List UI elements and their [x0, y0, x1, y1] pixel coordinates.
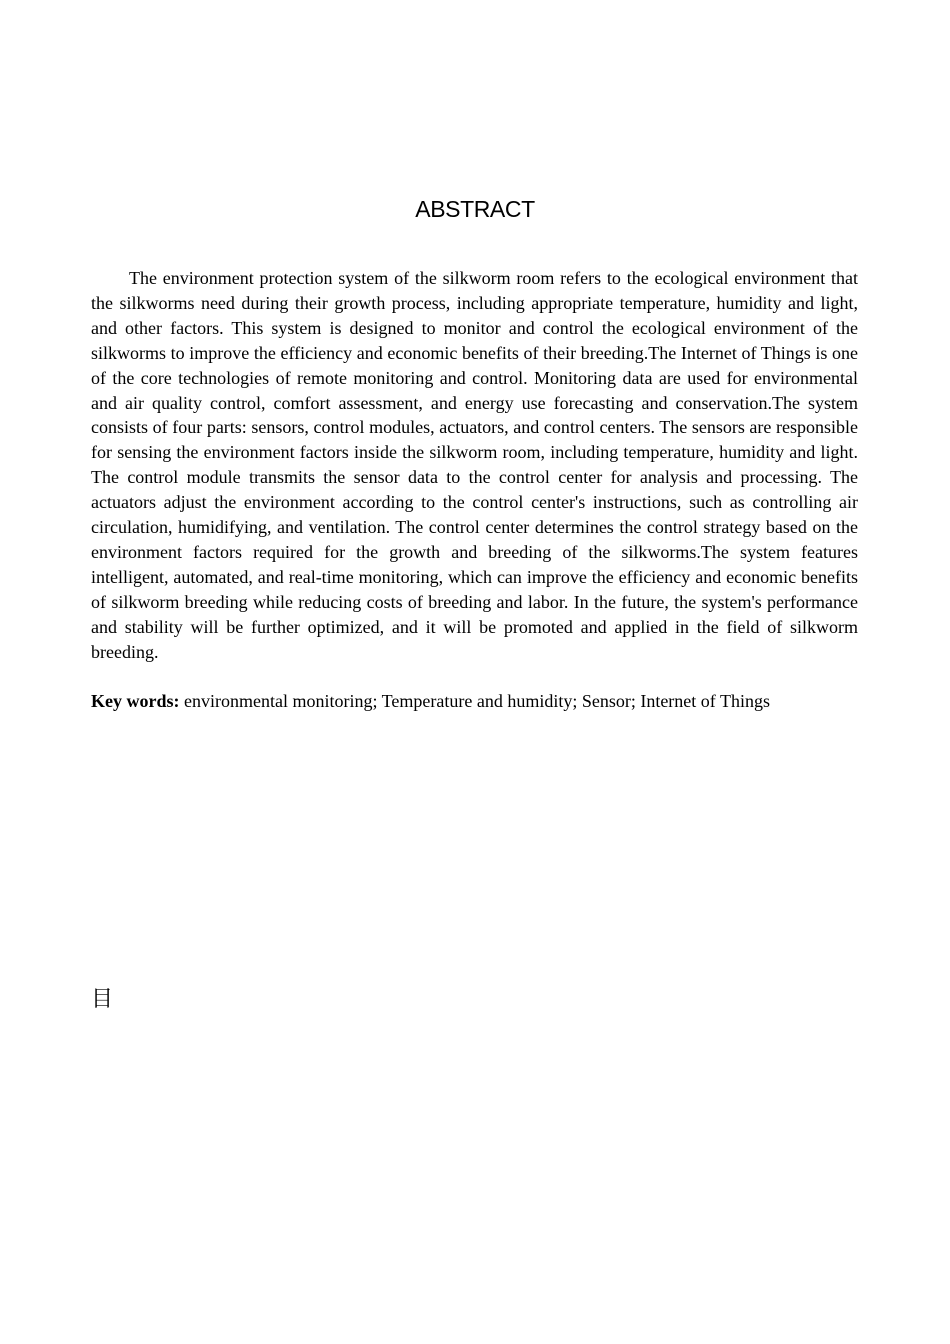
toc-heading-fragment: 目 [91, 987, 114, 1012]
abstract-paragraph: The environment protection system of the silkworm room refers to the ecological environment that the silkworms need during their growth process, including appropriate temperature, humidity and light, and other factors. This system is designed to monitor and control the ecological environment of the silkworms to improve the efficiency and economic benefits of their breeding.The Internet of Things is one of the core technologies of remote monitoring and control. Monitoring data are used for environmental and air quality control, comfort assessment, and energy use forecasting and conservation.The system consists of four parts: sensors, control modules, actuators, and control centers. The sensors are responsible for sensing the environment factors inside the silkworm room, including temperature, humidity and light. The control module transmits the sensor data to the control center for analysis and processing. The actuators adjust the environment according to the control center's instructions, such as controlling air circulation, humidifying, and ventilation. The control center determines the control strategy based on the environment factors required for the growth and breeding of the silkworms.The system features intelligent, automated, and real-time monitoring, which can improve the efficiency and economic benefits of silkworm breeding while reducing costs of breeding and labor. In the future, the system's performance and stability will be further optimized, and it will be promoted and applied in the field of silkworm breeding. [91, 268, 858, 662]
keywords-label: Key words: [91, 691, 180, 711]
keywords-line [91, 689, 858, 714]
abstract-title: ABSTRACT [415, 196, 535, 222]
keywords-list: environmental monitoring; Temperature and humidity; Sensor; Internet of Things [179, 691, 770, 711]
